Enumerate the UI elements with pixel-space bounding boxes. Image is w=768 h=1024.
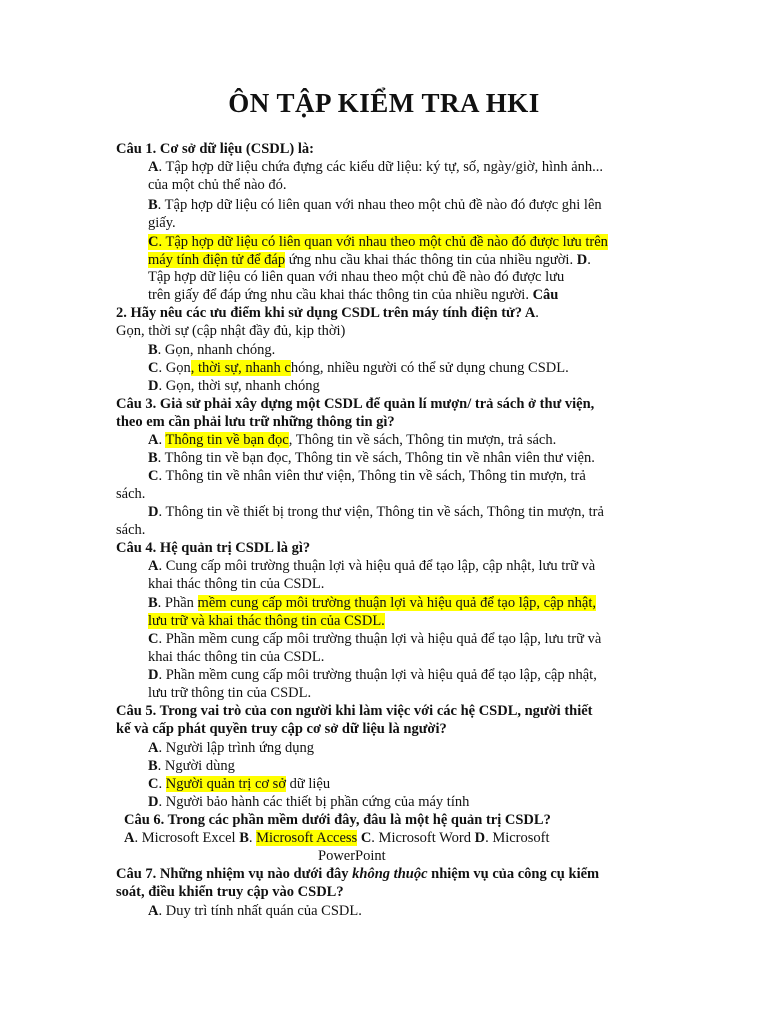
q1-option-d: Tập hợp dữ liệu có liên quan với nhau theo một chủ đề nào đó được lưu	[148, 269, 565, 285]
q5-option-a: A. Người lập trình ứng dụng	[148, 740, 314, 756]
q1-option-b-cont: giấy.	[148, 215, 176, 231]
q2-option-d: D. Gọn, thời sự, nhanh chóng	[148, 378, 320, 394]
q3-option-b: B. Thông tin về bạn đọc, Thông tin về sách, Thông tin về nhân viên thư viện.	[148, 450, 595, 466]
question-5: Câu 5. Trong vai trò của con người khi làm việc với các hệ CSDL, người thiết	[116, 703, 593, 719]
q4-option-b-cont: lưu trữ và khai thác thông tin của CSDL.	[148, 613, 385, 629]
question-5-cont: kế và cấp phát quyền truy cập cơ sở dữ liệu là người?	[116, 721, 447, 737]
q4-option-a-cont: khai thác thông tin của CSDL.	[148, 576, 325, 592]
q4-option-b: B. Phần mềm cung cấp môi trường thuận lợi và hiệu quả để tạo lập, cập nhật,	[148, 595, 597, 611]
question-7-cont: soát, điều khiển truy cập vào CSDL?	[116, 884, 344, 900]
q1-option-c-cont: máy tính điện tử để đáp ứng nhu cầu khai thác thông tin của nhiều người. D.	[148, 252, 591, 268]
q2-option-a: Gọn, thời sự (cập nhật đầy đủ, kịp thời)	[116, 323, 346, 339]
q1-option-a-cont: của một chủ thể nào đó.	[148, 177, 287, 193]
q3-option-d-cont: sách.	[116, 522, 146, 538]
q6-options: A. Microsoft Excel B. Microsoft Access C. Microsoft Word D. Microsoft	[124, 830, 550, 846]
q5-option-c: C. Người quản trị cơ sở dữ liệu	[148, 776, 331, 792]
q1-option-b: B. Tập hợp dữ liệu có liên quan với nhau theo một chủ đề nào đó được ghi lên	[148, 197, 602, 213]
q1-option-a: A. Tập hợp dữ liệu chứa đựng các kiểu dữ liệu: ký tự, số, ngày/giờ, hình ảnh...	[148, 159, 604, 175]
q4-option-c-cont: khai thác thông tin của CSDL.	[148, 649, 325, 665]
q3-option-c-cont: sách.	[116, 486, 146, 502]
q7-option-a: A. Duy trì tính nhất quán của CSDL.	[148, 903, 362, 919]
q3-option-a: A. Thông tin về bạn đọc, Thông tin về sách, Thông tin mượn, trả sách.	[148, 432, 557, 448]
question-7: Câu 7. Những nhiệm vụ nào dưới đây không thuộc nhiệm vụ của công cụ kiểm	[116, 866, 600, 882]
q2-option-c: C. Gọn, thời sự, nhanh chóng, nhiều người có thể sử dụng chung CSDL.	[148, 360, 569, 376]
q3-option-d: D. Thông tin về thiết bị trong thư viện, Thông tin về sách, Thông tin mượn, trả	[148, 504, 604, 520]
q6-options-cont: PowerPoint	[318, 848, 386, 864]
q5-option-b: B. Người dùng	[148, 758, 235, 774]
q1-option-d-cont: trên giấy để đáp ứng nhu cầu khai thác thông tin của nhiều người. Câu	[148, 287, 559, 303]
q3-option-c: C. Thông tin về nhân viên thư viện, Thông tin về sách, Thông tin mượn, trả	[148, 468, 586, 484]
question-3-cont: theo em cần phải lưu trữ những thông tin gì?	[116, 414, 395, 430]
q5-option-d: D. Người bảo hành các thiết bị phần cứng của máy tính	[148, 794, 470, 810]
q4-option-d-cont: lưu trữ thông tin của CSDL.	[148, 685, 312, 701]
question-6: Câu 6. Trong các phần mềm dưới đây, đâu là một hệ quản trị CSDL?	[124, 812, 551, 828]
q4-option-a: A. Cung cấp môi trường thuận lợi và hiệu quả để tạo lập, cập nhật, lưu trữ và	[148, 558, 596, 574]
q4-option-d: D. Phần mềm cung cấp môi trường thuận lợi và hiệu quả để tạo lập, cập nhật,	[148, 667, 597, 683]
question-3: Câu 3. Giả sử phải xây dựng một CSDL để quản lí mượn/ trả sách ở thư viện,	[116, 396, 595, 412]
page-title: ÔN TẬP KIỂM TRA HKI	[228, 88, 540, 118]
q4-option-c: C. Phần mềm cung cấp môi trường thuận lợi và hiệu quả để tạo lập, lưu trữ và	[148, 631, 602, 647]
question-4: Câu 4. Hệ quản trị CSDL là gì?	[116, 540, 311, 556]
question-2: 2. Hãy nêu các ưu điểm khi sử dụng CSDL trên máy tính điện tử? A.	[116, 305, 539, 321]
question-1: Câu 1. Cơ sở dữ liệu (CSDL) là:	[116, 141, 314, 157]
q2-option-b: B. Gọn, nhanh chóng.	[148, 342, 276, 358]
q1-option-c: C. Tập hợp dữ liệu có liên quan với nhau theo một chủ đề nào đó được lưu trên	[148, 234, 608, 250]
